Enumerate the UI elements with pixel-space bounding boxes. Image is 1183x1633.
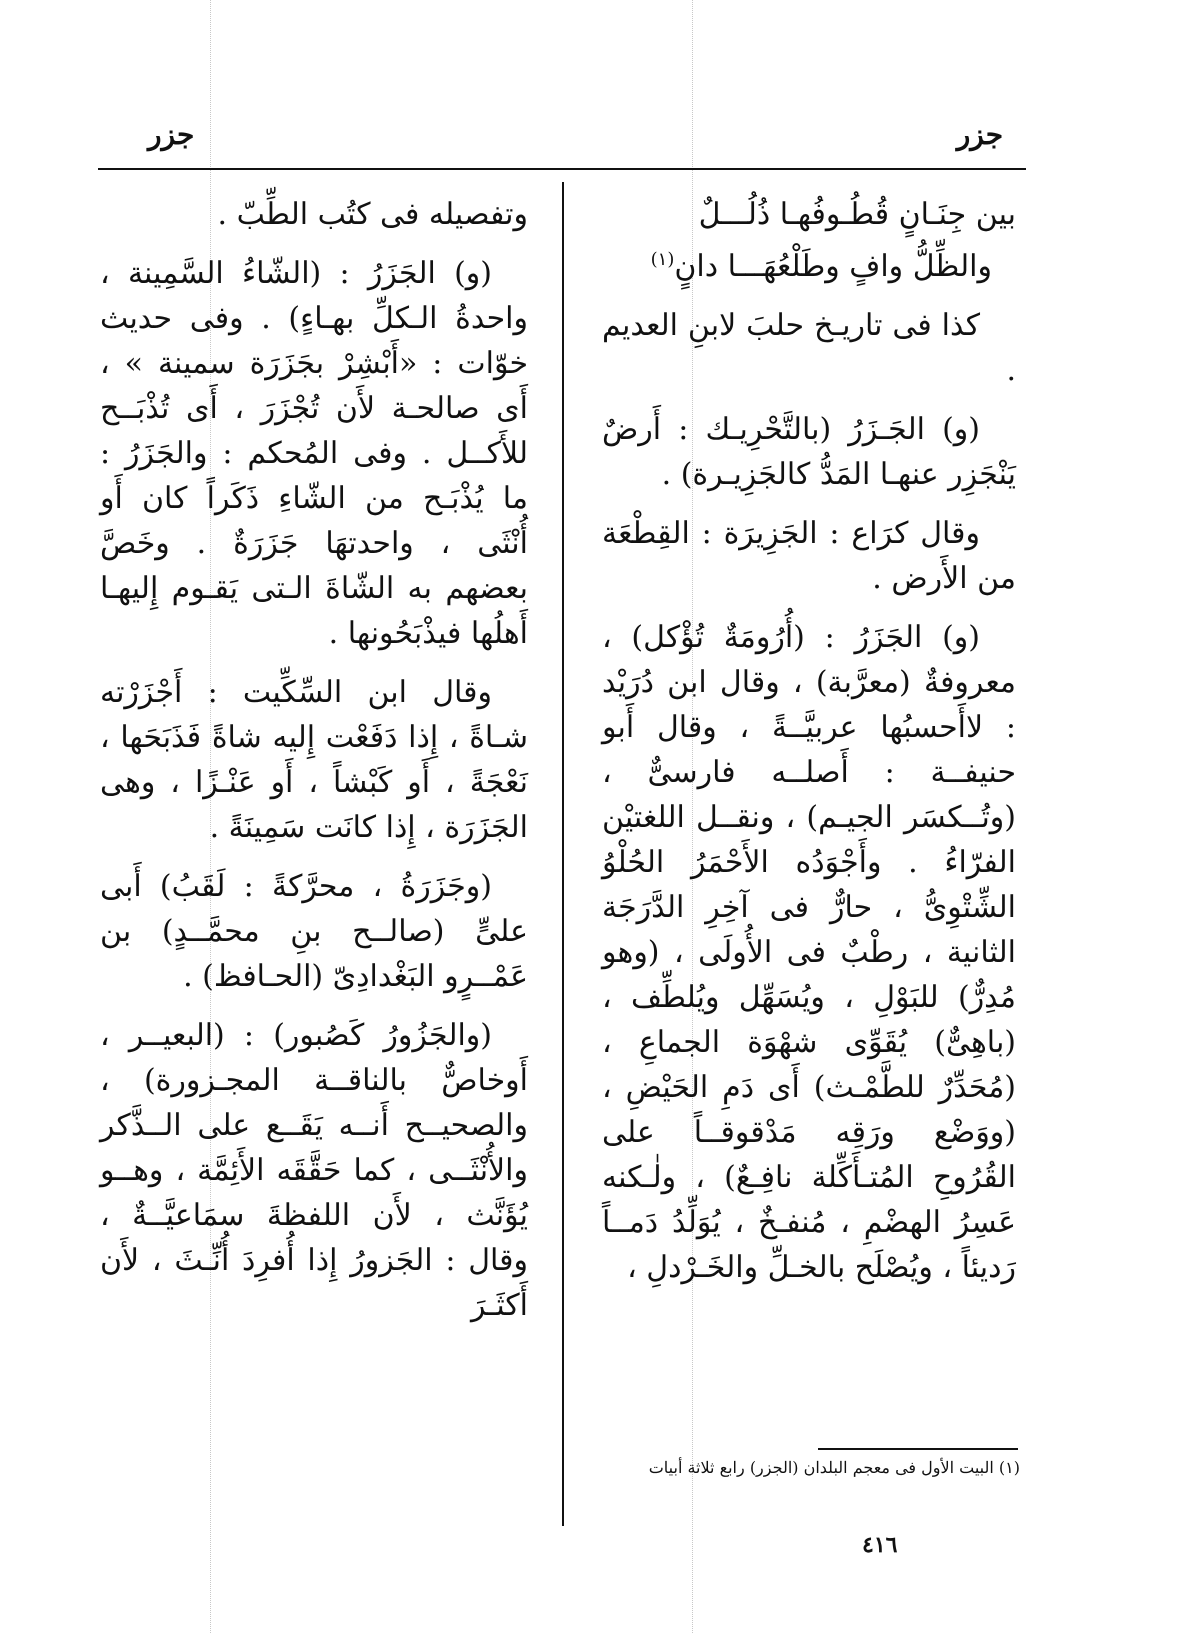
running-header-right: جزر bbox=[956, 118, 1003, 151]
paragraph: وتفصيله فى كتُب الطِّبّ . bbox=[217, 197, 528, 232]
verse-line-1: بين جِنَـانٍ قُطُـوفُهـا ذُلُـــلٌ bbox=[698, 197, 1016, 232]
left-column bbox=[100, 192, 528, 1342]
paragraph: (والجَزُورُ كَصُبور) : (البعيــر ، أَوخاصٌّ بالناقــة المجـزورة) ، والصحيــح أَنــه يَقَــع على الــذَّكر والأُنْثَــى ، كما حَقَّقَه الأَئِمَّة ، وهــو يُؤَنَّث ، لأَن اللفظةَ سمَاعيَّــةٌ ، وقال : الجَزورُ إِذا أُفرِدَ أُنِّـثَ ، لأَن أَكثَـرَ bbox=[100, 1018, 528, 1323]
running-header-left: جزر bbox=[148, 118, 195, 151]
verse-line-2 bbox=[602, 237, 1016, 289]
paragraph: (و) الجَـزَرُ (بالتَّحْرِيـك : أَرضٌ يَنْجَزِر عنهـا المَدُّ كالجَزِيـرة) . bbox=[602, 412, 1016, 492]
poem-verse bbox=[602, 192, 1016, 289]
paragraph: (و) الجَزَرُ : (الشّاءُ السَّمِينة ، واحدةُ الـكلِّ بهـاءٍ) . وفى حديث خوّات : «أَبْشِرْ بجَزَرَة سمينة » ، أَى صالحـة لأَن تُجْزَرَ ، أَى تُذْبَــح للأَكــل . وفى المُحكم : والجَزَرُ : ما يُذْبَـح من الشّاءِ ذَكَراً كان أَو أُنْثَى ، واحدتهَا جَزَرَةٌ . وخَصَّ بعضهم به الشّاةَ الـتى يَقـوم إِليهـا أَهلُها فيذْبَحُونها . bbox=[100, 256, 528, 651]
verse-line-2-text: والظِّلُّ وافٍ وطَلْعُهَـــا دانٍ bbox=[674, 249, 992, 284]
column-divider bbox=[562, 182, 564, 1526]
paragraph: (و) الجَزَرُ : (أُرُومَةٌ تُؤْكل) ، معروفةٌ (معرَّبة) ، وقال ابن دُرَيْد : لاأَحسبُها عربيَّــةً ، وقال أَبو حنيفــة : أَصلــه فارسىٌّ ، (وتُــكسَر الجيـم) ، ونقــل اللغتيْن الفرّاءُ . وأَجْوَدُه الأَحْمَرُ الحُلْوُ الشِّتْوِىُّ ، حارٌّ فى آخِرِ الدَّرَجَة الثانية ، رطْبٌ فى الأُولَى ، (وهو مُدِرٌّ) للبَوْلِ ، ويُسَهِّل ويُلطِّف ، (باهِىٌّ) يُقَوِّى شهْوَة الجماعِ ، (مُحَدِّرٌ للطَّمْـث) أَى دَمِ الحَيْضِ ، (ووَضْع ورَقِه مَدْقوقــاً على القُرُوحِ المُتـأَكِّلة نافِـعٌ) ، ولٰـكنه عَسِرُ الهضْمِ ، مُنفـخٌ ، يُوَلِّدُ دَمــاً رَديئاً ، ويُصْلَح بالخـلِّ والخَـرْدلِ ، bbox=[602, 620, 1016, 1285]
paragraph: وقال كرَاع : الجَزِيرَة : القِطْعَة من الأَرض . bbox=[602, 516, 1016, 596]
paragraph: كذا فى تاريـخ حلبَ لابنِ العديم . bbox=[602, 308, 1016, 388]
right-column bbox=[602, 192, 1016, 1304]
paragraph: وقال ابن السِّكِّيت : أَجْزَرْته شـاةً ، إِذا دَفَعْت إِليه شاةً فَذَبَحَها ، نَعْجَةً ، أَو كَبْشاً ، أَو عَنْـزًا ، وهى الجَزَرَة ، إِذا كانَت سَمِينَةً . bbox=[100, 675, 528, 845]
footnote-rule bbox=[818, 1448, 1018, 1450]
page-number: ٤١٦ bbox=[862, 1532, 898, 1558]
footnote-marker: (١) bbox=[650, 249, 675, 270]
header-rule bbox=[98, 168, 1026, 170]
paragraph: (وجَزَرَةُ ، محرَّكةً : لَقَبُ) أَبى علىٍّ (صالــح بنِ محمَّــدٍ) بن عَمْــرٍو البَغْدادِىّ (الحـافظ) . bbox=[100, 869, 528, 994]
footnote: (١) البيت الأول فى معجم البلدان (الجزر) رابع ثلاثة أبيات bbox=[648, 1458, 1020, 1477]
